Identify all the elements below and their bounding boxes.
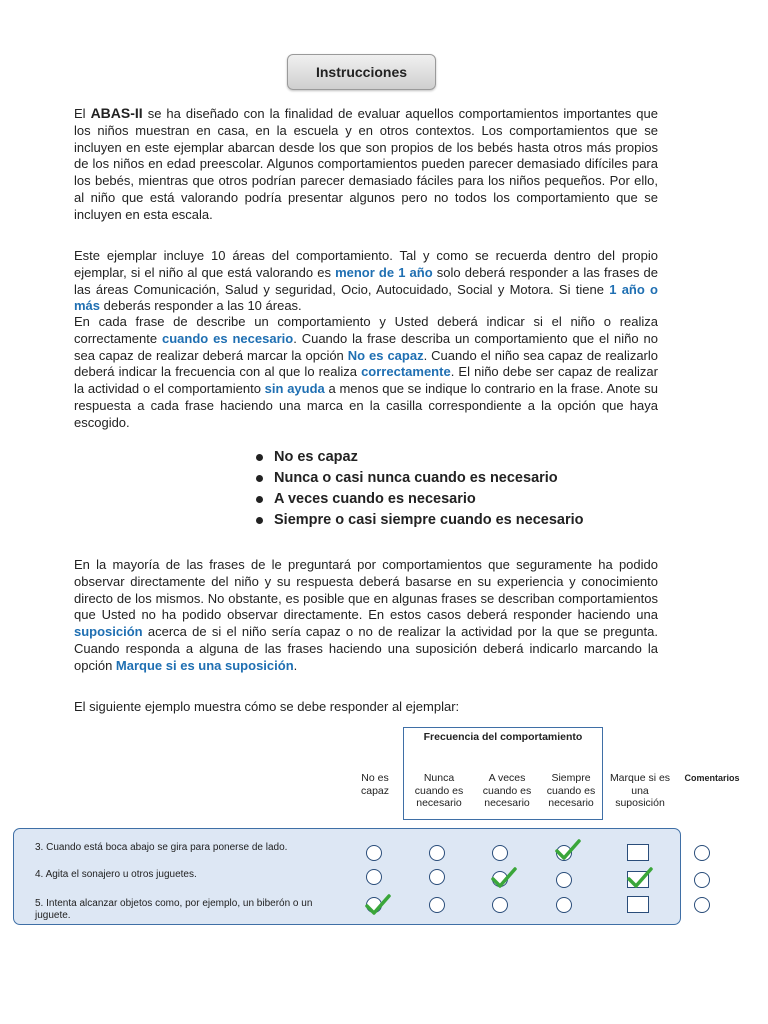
- checkbox-suposicion[interactable]: [627, 844, 649, 861]
- abas-name: ABAS-II: [90, 105, 143, 121]
- radio-a-veces[interactable]: [492, 845, 508, 861]
- col-header-comentarios: Comentarios: [684, 773, 740, 783]
- bullet-icon: [256, 454, 263, 461]
- col-header-a-veces: A veces cuando es necesario: [482, 772, 532, 809]
- frequency-title: Frecuencia del comportamiento: [423, 731, 583, 743]
- radio-siempre[interactable]: [556, 872, 572, 888]
- checkmark-icon: [491, 866, 517, 890]
- table-row-label: 5. Intenta alcanzar objetos como, por ejemplo, un biberón o un juguete.: [35, 898, 313, 921]
- paragraph-instructions: En cada frase de describe un comportamiento y Usted deberá indicar si el niño o realiza correctamente cuando es necesario. Cuando la frase describa un comportamiento que el niño no sea capaz de realizar deberá marcar la opción No es capaz. Cuando el niño sea capaz de realizarlo deberá indicar la frecuencia con al que lo realiza correctamente. El niño debe ser capaz de realizar la actividad o el comportamiento sin ayuda a menos que se indique lo contrario en la frase. Anote su respuesta a cada frase haciendo una marca en la casilla correspondiente a la opción que haya escogido.: [74, 314, 658, 430]
- highlight-correctamente: correctamente: [361, 364, 451, 380]
- checkbox-suposicion[interactable]: [627, 896, 649, 913]
- col-header-nunca: Nunca cuando es necesario: [414, 772, 464, 809]
- bullet-icon: [256, 496, 263, 503]
- paragraph-suposicion: En la mayoría de las frases de le preguntará por comportamientos que seguramente ha podido observar directamente del niño y su respuesta deberá basarse en su experiencia y conocimiento directo de los mismos. No obstante, es posible que en algunas frases se describan comportamientos que Usted no ha podido observar directamente. En estos casos deberá responder haciendo una suposición acerca de si el niño sería capaz o no de realizar la actividad por la que se pregunta. Cuando responda a alguna de las frases haciendo una suposición deberá indicarlo marcando la opción Marque si es una suposición.: [74, 557, 658, 673]
- radio-comentarios[interactable]: [694, 897, 710, 913]
- highlight-menor-1-ano: menor de 1 año: [335, 264, 433, 280]
- checkmark-icon: [365, 893, 391, 917]
- radio-comentarios[interactable]: [694, 845, 710, 861]
- checkmark-icon: [627, 866, 653, 890]
- bullet-icon: [256, 517, 263, 524]
- radio-nunca[interactable]: [429, 845, 445, 861]
- radio-nunca[interactable]: [429, 869, 445, 885]
- highlight-suposicion: suposición: [74, 624, 143, 640]
- table-row-label: 3. Cuando está boca abajo se gira para ponerse de lado.: [35, 842, 288, 853]
- checkmark-icon: [555, 838, 581, 862]
- col-header-no-capaz: No es capaz: [360, 772, 390, 797]
- highlight-marque-suposicion: Marque si es una suposición: [115, 657, 294, 673]
- paragraph-example-intro: El siguiente ejemplo muestra cómo se debe responder al ejemplar:: [74, 699, 460, 714]
- options-list: [256, 447, 583, 531]
- radio-no-capaz[interactable]: [366, 845, 382, 861]
- radio-siempre[interactable]: [556, 897, 572, 913]
- page-title: Instrucciones: [287, 54, 436, 90]
- option-item: No es capaz: [256, 447, 583, 468]
- highlight-no-es-capaz: No es capaz: [347, 347, 424, 363]
- bullet-icon: [256, 475, 263, 482]
- option-item: Siempre o casi siempre cuando es necesario: [256, 510, 583, 531]
- radio-no-capaz[interactable]: [366, 869, 382, 885]
- table-row-label: 4. Agita el sonajero u otros juguetes.: [35, 869, 197, 880]
- col-header-siempre: Siempre cuando es necesario: [546, 772, 596, 809]
- highlight-sin-ayuda: sin ayuda: [264, 381, 325, 397]
- highlight-cuando-es-necesario: cuando es necesario: [162, 330, 294, 346]
- radio-a-veces[interactable]: [492, 897, 508, 913]
- radio-nunca[interactable]: [429, 897, 445, 913]
- paragraph-areas: Este ejemplar incluye 10 áreas del comportamiento. Tal y como se recuerda dentro del propio ejemplar, si el niño al que está valorando es menor de 1 año solo deberá responder a las frases de las áreas Comunicación, Salud y seguridad, Ocio, Autocuidado, Social y Motora. Si tiene 1 año o más deberás responder a las 10 áreas.: [74, 248, 659, 314]
- option-item: Nunca o casi nunca cuando es necesario: [256, 468, 583, 489]
- radio-comentarios[interactable]: [694, 872, 710, 888]
- paragraph-intro: El ABAS-II se ha diseñado con la finalidad de evaluar aquellos comportamientos importantes que los niños muestran en casa, en la escuela y en otros contextos. Los comportamientos que se incluyen en este ejemplar abarcan desde los que son propios de los bebés hasta otros más propios de los niños en edad preescolar. Algunos comportamientos pueden parecer demasiado difíciles para los bebés, mientras que otros podrían parecer demasiado fáciles para los niños pequeños. Por ello, al niño que está valorando podría presentar algunos pero no todos los comportamiento que se incluyen en esta escala.: [74, 105, 658, 222]
- col-header-suposicion: Marque si es una suposición: [609, 772, 671, 809]
- highlight-1-ano-o-mas: 1 año o más: [74, 281, 659, 314]
- option-item: A veces cuando es necesario: [256, 489, 583, 510]
